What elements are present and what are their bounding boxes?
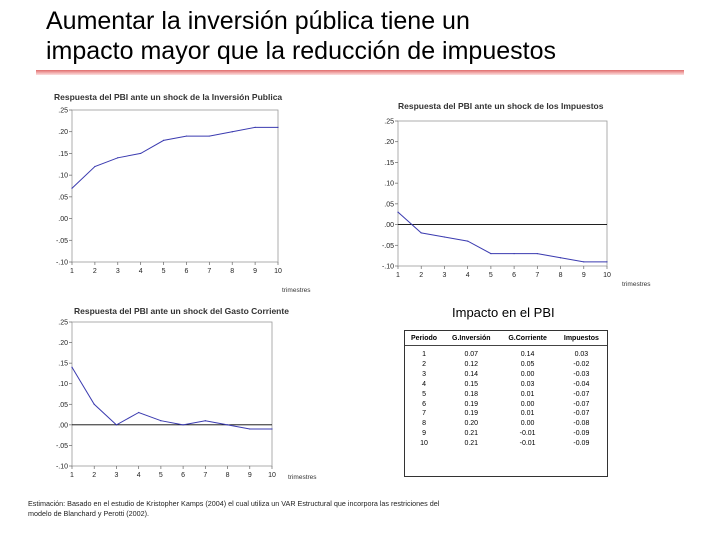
chart-gasto-corriente — [50, 302, 290, 480]
y-tick-label: -.10 — [55, 259, 68, 267]
data-point — [94, 404, 95, 405]
data-point — [186, 135, 187, 136]
table-cell: -0.04 — [573, 380, 590, 388]
table-row — [405, 380, 607, 390]
table-cell: 8 — [422, 420, 426, 428]
chart-gasto-title: Respuesta del PBI ante un shock del Gasto Corriente — [74, 306, 289, 316]
y-tick-label: .10 — [58, 172, 68, 180]
column-header: Periodo — [405, 331, 443, 346]
data-point — [271, 428, 272, 429]
table-cell: 0.19 — [464, 400, 479, 408]
table-row — [405, 360, 607, 370]
table-cell: 0.01 — [520, 410, 535, 418]
y-tick-label: .00 — [58, 216, 68, 224]
x-tick-label: 1 — [396, 272, 400, 279]
table-cell: 6 — [422, 400, 426, 408]
data-point — [117, 157, 118, 158]
y-tick-label: .00 — [384, 222, 394, 230]
table-row — [405, 409, 607, 419]
plot-frame — [72, 110, 278, 262]
data-point — [227, 424, 228, 425]
y-tick-label: .05 — [58, 194, 68, 202]
x-tick-label: 9 — [581, 272, 586, 279]
data-point — [209, 135, 210, 136]
x-tick-label: 5 — [158, 472, 163, 479]
y-tick-label: .25 — [58, 319, 68, 327]
chart-gasto-xlabel: trimestres — [288, 474, 317, 481]
table-cell: 0.21 — [464, 430, 479, 438]
x-tick-label: 8 — [225, 472, 230, 479]
table-cell: -0.02 — [573, 360, 590, 368]
x-tick-label: 10 — [274, 268, 282, 275]
x-tick-label: 5 — [488, 272, 493, 279]
table-row — [405, 400, 607, 410]
table-cell: 0.14 — [464, 370, 479, 378]
table-cell: -0.07 — [573, 390, 590, 398]
plot-frame — [398, 121, 607, 266]
chart-impuestos-svg — [366, 97, 616, 279]
data-point — [249, 428, 250, 429]
table-cell: -0.01 — [519, 430, 536, 438]
table-cell: 0.20 — [464, 420, 479, 428]
x-tick-label: 6 — [184, 268, 189, 275]
y-tick-label: .10 — [384, 180, 394, 188]
x-tick-label: 8 — [558, 272, 563, 279]
data-point — [537, 253, 538, 254]
y-tick-label: -.10 — [381, 263, 394, 271]
x-tick-label: 10 — [603, 272, 611, 279]
data-point — [71, 367, 72, 368]
table-cell: -0.07 — [573, 410, 590, 418]
column-header: G.Corriente — [499, 331, 555, 346]
data-point — [138, 412, 139, 413]
data-point — [255, 127, 256, 128]
slide-title-line-1: Aumentar la inversión pública tiene un — [46, 7, 470, 35]
table-row — [405, 429, 607, 439]
column-header: Impuestos — [556, 331, 607, 346]
x-tick-label: 3 — [442, 272, 447, 279]
table-cell: 5 — [422, 390, 426, 398]
table-cell: 0.07 — [464, 351, 479, 358]
x-tick-label: 4 — [138, 268, 143, 275]
y-tick-label: .10 — [58, 381, 68, 389]
table-cell: 0.00 — [520, 420, 535, 428]
y-tick-label: .25 — [58, 107, 68, 115]
x-tick-label: 8 — [230, 268, 235, 275]
x-tick-label: 2 — [419, 272, 424, 279]
plot-frame — [72, 322, 272, 466]
y-tick-label: -.05 — [381, 242, 394, 250]
table-row — [405, 419, 607, 429]
table-row — [405, 370, 607, 380]
table-cell: 7 — [422, 410, 426, 418]
chart-impuestos — [366, 97, 616, 279]
slide-title — [46, 6, 706, 66]
data-point — [444, 236, 445, 237]
x-tick-label: 3 — [115, 268, 120, 275]
x-tick-label: 2 — [92, 472, 97, 479]
y-tick-label: .00 — [58, 422, 68, 430]
table-cell: 0.14 — [520, 351, 535, 358]
table-cell: 0.00 — [520, 370, 535, 378]
data-point — [397, 212, 398, 213]
chart-inversion-xlabel: trimestres — [282, 287, 311, 294]
table-cell: 0.03 — [574, 351, 589, 358]
x-tick-label: 2 — [92, 268, 97, 275]
y-tick-label: .20 — [58, 129, 68, 137]
data-point — [160, 420, 161, 421]
y-tick-label: .15 — [384, 159, 394, 167]
data-point — [583, 261, 584, 262]
x-tick-label: 10 — [268, 472, 276, 479]
y-tick-label: .15 — [58, 150, 68, 158]
table-cell: -0.01 — [519, 440, 536, 448]
slide-title-line-2: impacto mayor que la reducción de impuestos — [46, 37, 556, 65]
table-title: Impacto en el PBI — [452, 305, 555, 320]
column-header: G.Inversión — [443, 331, 499, 346]
x-tick-label: 6 — [181, 472, 186, 479]
data-point — [163, 140, 164, 141]
chart-inversion-publica — [50, 88, 290, 278]
table-header-row — [405, 331, 607, 346]
x-tick-label: 7 — [207, 268, 212, 275]
table-cell: 1 — [422, 351, 426, 358]
chart-gasto-svg — [50, 302, 290, 480]
x-tick-label: 1 — [70, 472, 74, 479]
table-row — [405, 346, 607, 360]
table-cell: -0.09 — [573, 440, 590, 448]
table-cell: 9 — [422, 430, 426, 438]
data-point — [490, 253, 491, 254]
table-cell: -0.03 — [573, 370, 590, 378]
x-tick-label: 5 — [161, 268, 166, 275]
y-tick-label: -.05 — [55, 237, 68, 245]
table-cell: -0.09 — [573, 430, 590, 438]
table-cell: 0.05 — [520, 360, 535, 368]
chart-inversion-svg — [50, 88, 290, 278]
data-point — [467, 241, 468, 242]
footnote-line-2: modelo de Blanchard y Perotti (2002). — [28, 509, 150, 518]
table-row — [405, 390, 607, 400]
impact-table-grid — [405, 331, 607, 449]
y-tick-label: .20 — [58, 340, 68, 348]
x-tick-label: 4 — [136, 472, 141, 479]
data-point — [277, 127, 278, 128]
x-tick-label: 7 — [203, 472, 208, 479]
y-tick-label: .20 — [384, 139, 394, 147]
table-cell: 3 — [422, 370, 426, 378]
x-tick-label: 9 — [247, 472, 252, 479]
table-cell: 10 — [420, 440, 428, 448]
impact-table — [404, 330, 608, 477]
title-underline — [36, 70, 684, 75]
table-body — [405, 346, 607, 450]
table-row — [405, 439, 607, 449]
table-cell: 4 — [422, 380, 426, 388]
data-point — [232, 131, 233, 132]
data-point — [560, 257, 561, 258]
chart-impuestos-title: Respuesta del PBI ante un shock de los Impuestos — [398, 101, 604, 111]
footnote-line-1: Estimación: Basado en el estudio de Kristopher Kamps (2004) el cual utiliza un VAR Estructural que incorpora las restriciones del — [28, 499, 440, 508]
table-cell: 0.00 — [520, 400, 535, 408]
data-point — [183, 424, 184, 425]
data-point — [514, 253, 515, 254]
data-point — [205, 420, 206, 421]
y-tick-label: -.05 — [55, 442, 68, 450]
table-cell: 0.01 — [520, 390, 535, 398]
y-tick-label: -.10 — [55, 463, 68, 471]
data-point — [116, 424, 117, 425]
y-tick-label: .05 — [384, 201, 394, 209]
x-tick-label: 7 — [535, 272, 540, 279]
chart-impuestos-xlabel: trimestres — [622, 281, 651, 288]
chart-inversion-title: Respuesta del PBI ante un shock de la Inversión Publica — [54, 92, 283, 102]
table-cell: 0.18 — [464, 390, 479, 398]
y-tick-label: .05 — [58, 401, 68, 409]
data-point — [94, 166, 95, 167]
x-tick-label: 3 — [114, 472, 119, 479]
table-cell: 0.21 — [464, 440, 479, 448]
table-cell: -0.08 — [573, 420, 590, 428]
x-tick-label: 1 — [70, 268, 74, 275]
table-cell: 0.15 — [464, 380, 479, 388]
table-cell: 2 — [422, 360, 426, 368]
table-cell: -0.07 — [573, 400, 590, 408]
data-point — [421, 232, 422, 233]
x-tick-label: 9 — [253, 268, 258, 275]
table-cell: 0.03 — [520, 380, 535, 388]
x-tick-label: 6 — [512, 272, 517, 279]
table-cell: 0.12 — [464, 360, 479, 368]
y-tick-label: .15 — [58, 360, 68, 368]
table-cell: 0.19 — [464, 410, 479, 418]
y-tick-label: .25 — [384, 118, 394, 126]
data-point — [140, 153, 141, 154]
data-point — [606, 261, 607, 262]
x-tick-label: 4 — [465, 272, 470, 279]
data-point — [71, 188, 72, 189]
footnote — [28, 499, 508, 519]
